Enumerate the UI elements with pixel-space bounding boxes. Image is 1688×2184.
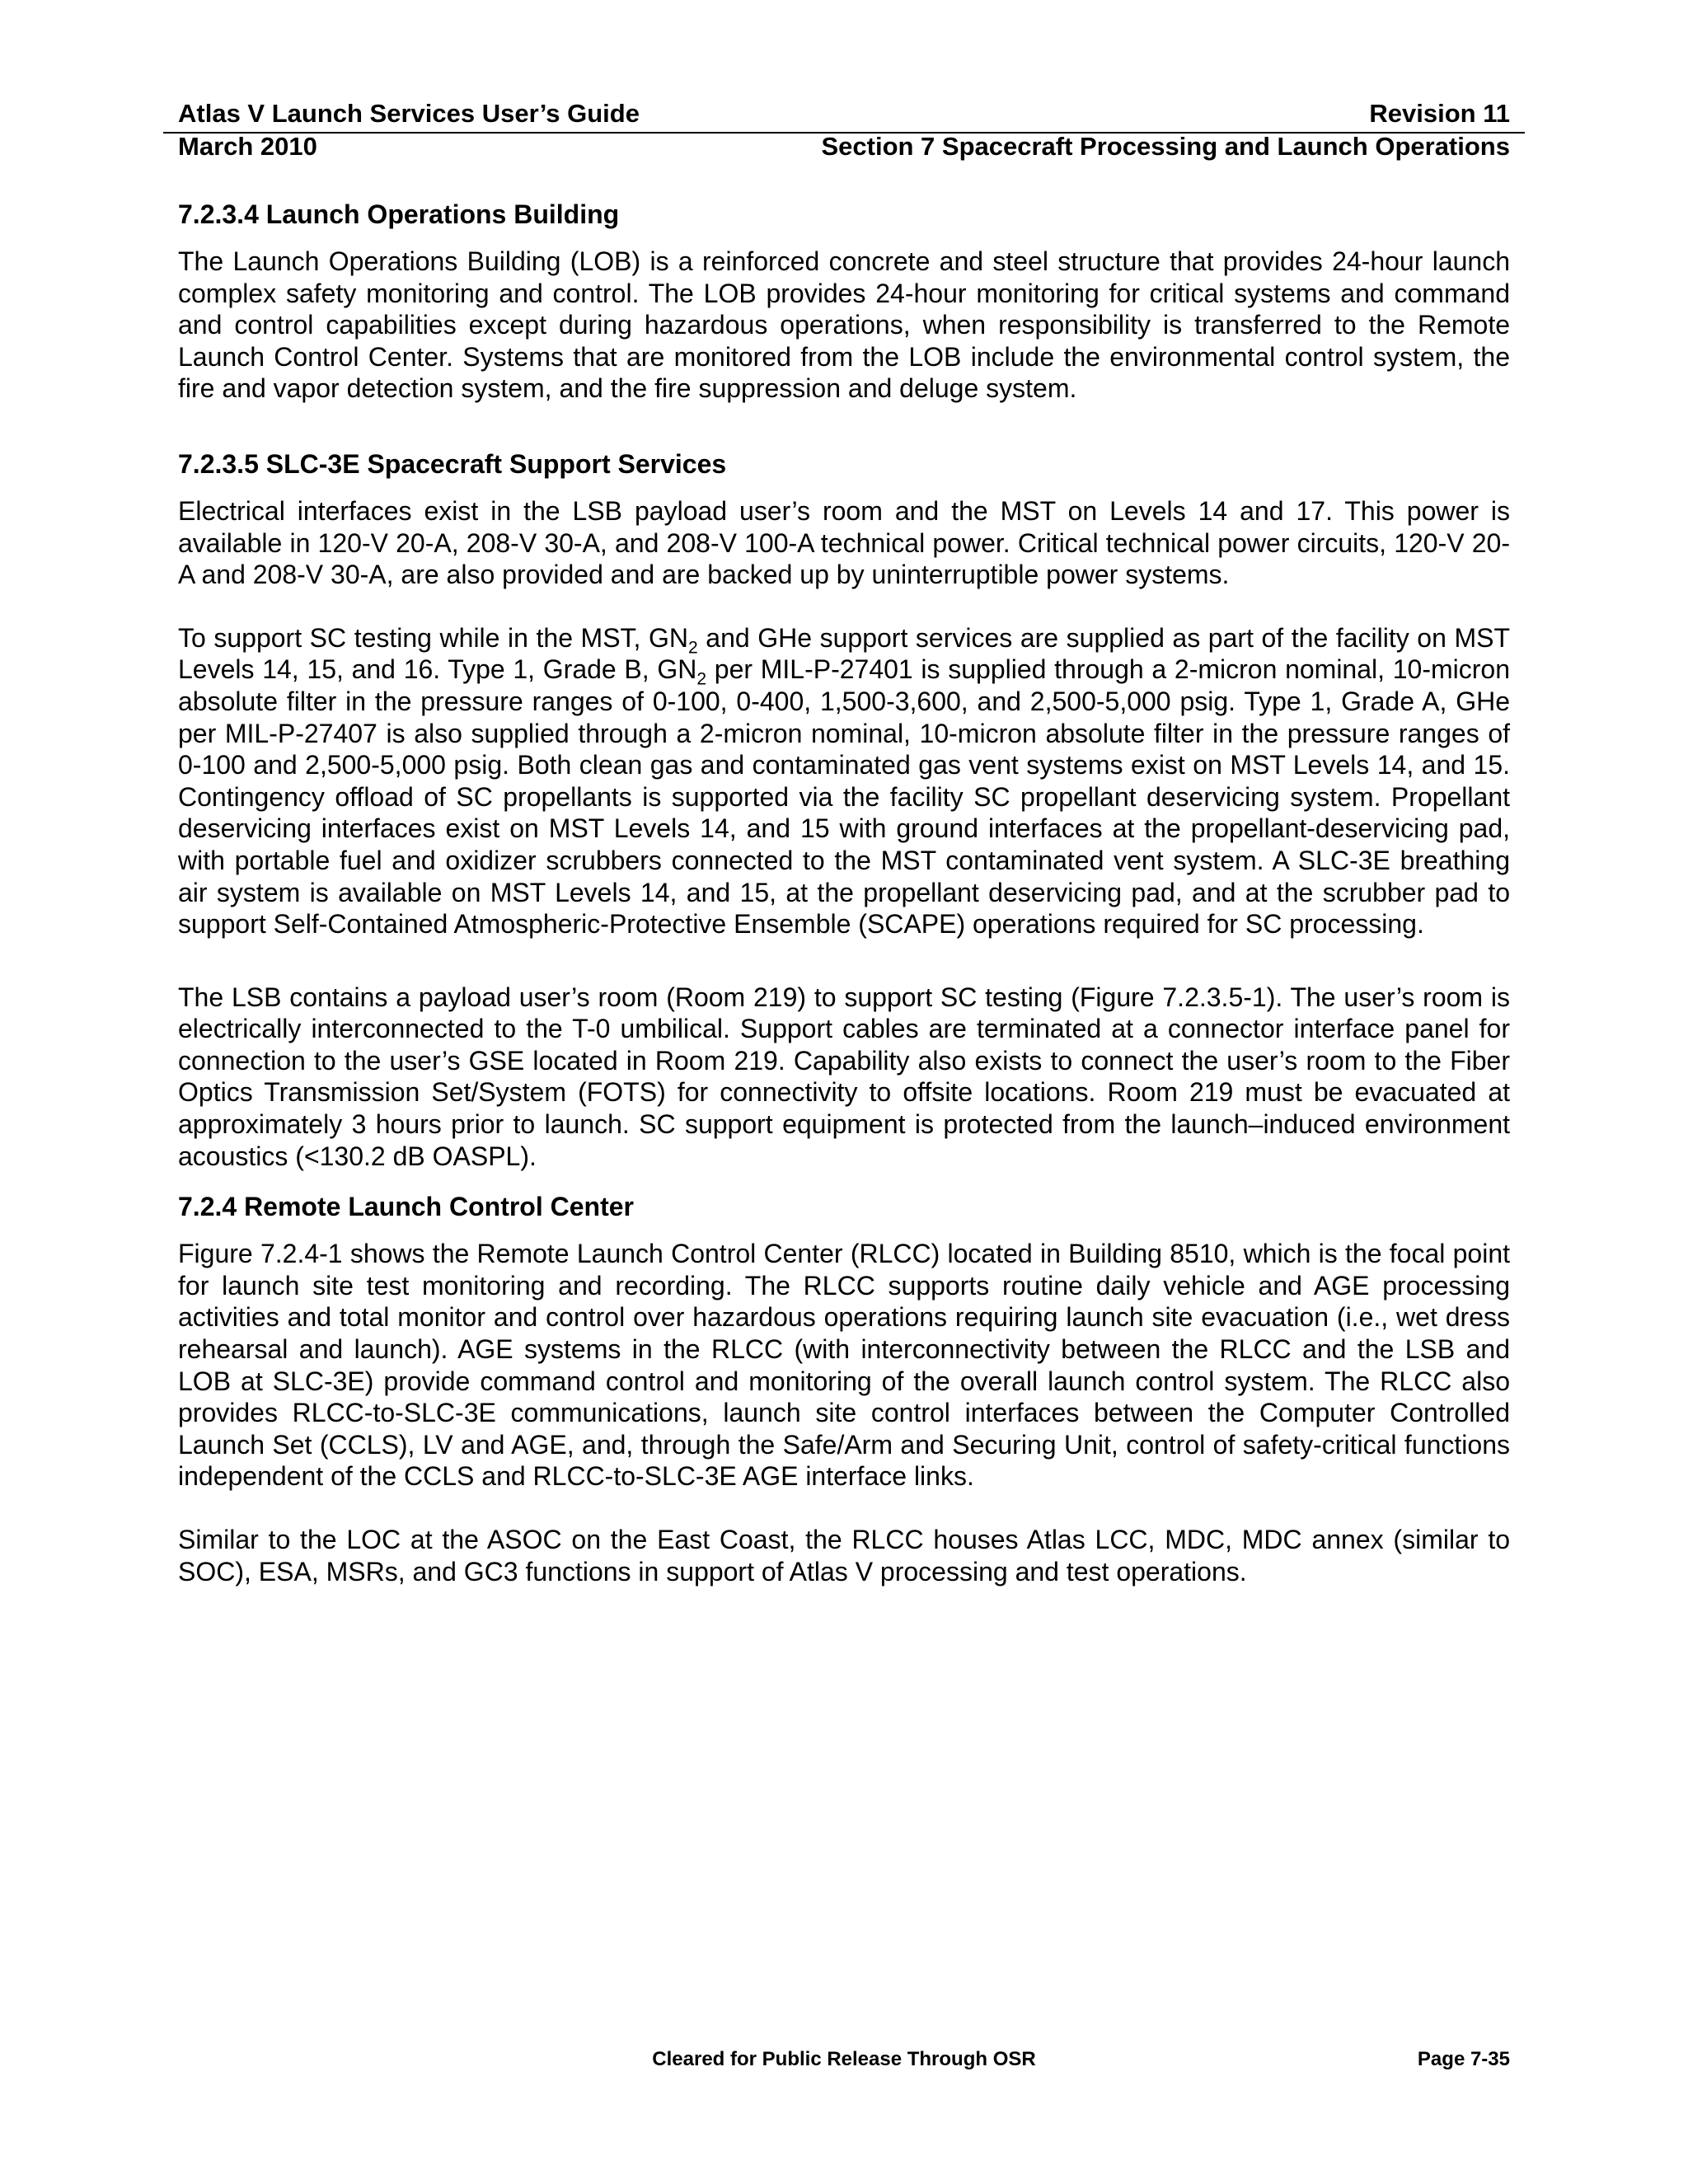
paragraph-gas-services: To support SC testing while in the MST, $GN_2$ and GHe support services are supplied as part of the facility on MST Levels 14, 15, and 16. Type 1, Grade B, $GN_2$ per MIL-P-27401 is supplied through a 2-micron nominal, 10-micron absolute filter in the pressure ranges of 0-100, 0-400, 1,500-3,600, and 2,500-5,000 psig. Type 1, Grade A, GHe per MIL-P-27407 is also supplied through a 2-micron nominal, 10-micron absolute filter in the pressure ranges of 0-100 and 2,500-5,000 psig. Both clean gas and contaminated gas vent systems exist on MST Levels 14, and 15. Contingency offload of SC propellants is supported via the facility SC propellant deservicing system. Propellant deservicing interfaces exist on MST Levels 14, and 15 with ground interfaces at the propellant-deservicing pad, with portable fuel and oxidizer scrubbers connected to the MST contaminated vent system. A SLC-3E breathing air system is available on MST Levels 14, and 15, at the propellant deservicing pad, and at the scrubber pad to support Self-Contained Atmospheric-Protective Ensemble (SCAPE) operations required for SC processing. xyxy=(178,622,1511,940)
heading-slc-3e-support-services: 7.2.3.5 SLC-3E Spacecraft Support Services xyxy=(178,448,727,479)
header-row-1 xyxy=(178,97,1510,130)
paragraph-rlcc: Figure 7.2.4-1 shows the Remote Launch Control Center (RLCC) located in Building 8510, which is the focal point for launch site test monitoring and recording. The RLCC supports routine daily vehicle and AGE processing activities and total monitor and control over hazardous operations requiring launch site evacuation (i.e., wet dress rehearsal and launch). AGE systems in the RLCC (with interconnectivity between the RLCC and the LSB and LOB at SLC-3E) provide command control and monitoring of the overall launch control system. The RLCC also provides RLCC-to-SLC-3E communications, launch site control interfaces between the Computer Controlled Launch Set (CCLS), LV and AGE, and, through the Safe/Arm and Securing Unit, control of safety-critical functions independent of the CCLS and RLCC-to-SLC-3E AGE interface links. xyxy=(178,1239,1510,1492)
page-footer xyxy=(178,2048,1510,2078)
section-title: Section 7 Spacecraft Processing and Launch Operations xyxy=(821,132,1510,161)
release-notice: Cleared for Public Release Through OSR xyxy=(652,2048,1036,2070)
header-row-2 xyxy=(178,130,1510,163)
paragraph-lob: The Launch Operations Building (LOB) is a reinforced concrete and steel structure that provides 24-hour launch complex safety monitoring and control. The LOB provides 24-hour monitoring for critical systems and command and control capabilities except during hazardous operations, when responsibility is transferred to the Remote Launch Control Center. Systems that are monitored from the LOB include the environmental control system, the fire and vapor detection system, and the fire suppression and deluge system. xyxy=(178,246,1510,404)
page-header xyxy=(178,97,1510,163)
page-number: Page 7-35 xyxy=(1417,2048,1510,2070)
paragraph-rlcc-functions: Similar to the LOC at the ASOC on the East Coast, the RLCC houses Atlas LCC, MDC, MDC annex (similar to SOC), ESA, MSRs, and GC3 functions in support of Atlas V processing and test operations. xyxy=(178,1525,1510,1586)
heading-launch-operations-building: 7.2.3.4 Launch Operations Building xyxy=(178,199,620,229)
heading-remote-launch-control-center: 7.2.4 Remote Launch Control Center xyxy=(178,1192,634,1222)
document-title: Atlas V Launch Services User’s Guide xyxy=(178,99,640,128)
document-date: March 2010 xyxy=(178,132,317,161)
page-content xyxy=(178,198,1510,1587)
paragraph-payload-users-room: The LSB contains a payload user’s room (Room 219) to support SC testing (Figure 7.2.3.5-1). The user’s room is electrically interconnected to the T-0 umbilical. Support cables are terminated at a connector interface panel for connection to the user’s GSE located in Room 219. Capability also exists to connect the user’s room to the Fiber Optics Transmission Set/System (FOTS) for connectivity to offsite locations. Room 219 must be evacuated at approximately 3 hours prior to launch. SC support equipment is protected from the launch–induced environment acoustics (<130.2 dB OASPL). xyxy=(178,982,1510,1171)
revision-label: Revision 11 xyxy=(1369,99,1510,128)
header-divider xyxy=(163,132,1525,134)
paragraph-electrical-interfaces: Electrical interfaces exist in the LSB payload user’s room and the MST on Levels 14 and 17. This power is available in 120-V 20-A, 208-V 30-A, and 208-V 100-A technical power. Critical technical power circuits, 120-V 20-A and 208-V 30-A, are also provided and are backed up by uninterruptible power systems. xyxy=(178,495,1510,590)
